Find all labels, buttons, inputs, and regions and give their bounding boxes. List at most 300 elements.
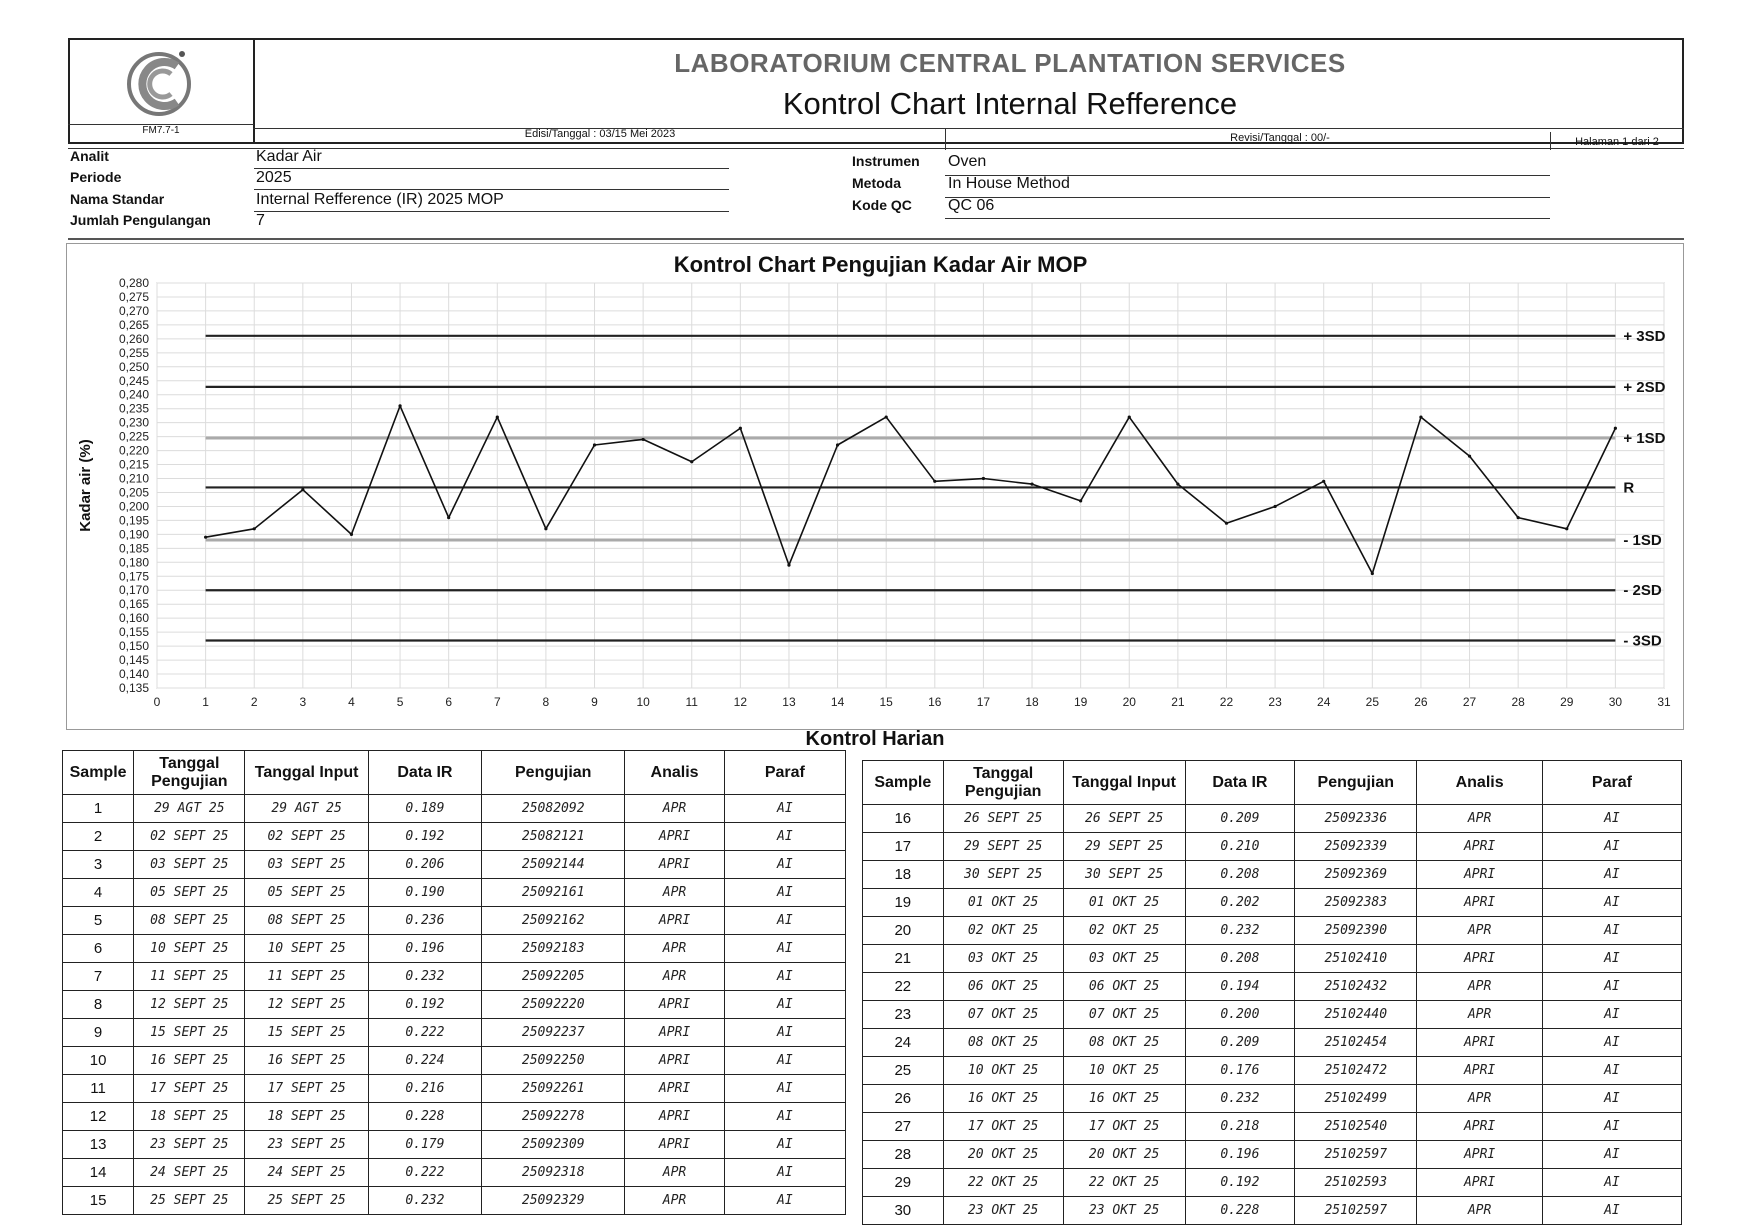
x-tick-label: 1 — [202, 695, 209, 709]
cell-pengujian: 25102597 — [1295, 1197, 1417, 1225]
col-tanggal-pengujian: Tanggal Pengujian — [134, 751, 245, 795]
cell-analis: APRI — [625, 1019, 724, 1047]
cell-analis: APRI — [625, 991, 724, 1019]
cell-tanggal-pengujian: 16 OKT 25 — [943, 1085, 1063, 1113]
cell-pengujian: 25092161 — [482, 879, 625, 907]
cell-pengujian: 25082092 — [482, 795, 625, 823]
cell-tanggal-input: 20 OKT 25 — [1063, 1141, 1185, 1169]
cell-analis: APRI — [625, 1131, 724, 1159]
instrumen-value: Oven — [948, 153, 987, 170]
table-row — [863, 1169, 1682, 1197]
cell-pengujian: 25092144 — [482, 851, 625, 879]
cell-tanggal-pengujian: 02 SEPT 25 — [134, 823, 245, 851]
cell-tanggal-input: 08 SEPT 25 — [245, 907, 368, 935]
cell-tanggal-input: 05 SEPT 25 — [245, 879, 368, 907]
cell-pengujian: 25102597 — [1295, 1141, 1417, 1169]
cell-pengujian: 25092162 — [482, 907, 625, 935]
x-tick-label: 31 — [1657, 695, 1671, 709]
y-axis-label: Kadar air (%) — [77, 439, 94, 532]
cell-analis: APR — [1417, 1197, 1543, 1225]
cell-tanggal-pengujian: 30 SEPT 25 — [943, 861, 1063, 889]
data-point — [253, 527, 256, 530]
cell-pengujian: 25092250 — [482, 1047, 625, 1075]
data-point — [398, 404, 401, 407]
table-row — [63, 851, 846, 879]
y-tick-label: 0,155 — [118, 625, 149, 640]
cell-paraf: AI — [1542, 1001, 1681, 1029]
revision-date: Revisi/Tanggal : 00/- — [1230, 132, 1330, 144]
cell-data-ir: 0.218 — [1185, 1113, 1295, 1141]
cell-paraf: AI — [1542, 917, 1681, 945]
x-tick-label: 20 — [1122, 695, 1136, 709]
cell-tanggal-input: 24 SEPT 25 — [245, 1159, 368, 1187]
cell-data-ir: 0.208 — [1185, 945, 1295, 973]
cell-paraf: AI — [724, 1103, 845, 1131]
y-tick-label: 0,165 — [118, 597, 149, 612]
y-tick-label: 0,180 — [118, 555, 149, 570]
jumlah-label: Jumlah Pengulangan — [70, 212, 211, 228]
x-tick-label: 29 — [1560, 695, 1574, 709]
data-point — [496, 415, 499, 418]
cell-tanggal-pengujian: 15 SEPT 25 — [134, 1019, 245, 1047]
cell-data-ir: 0.210 — [1185, 833, 1295, 861]
y-tick-label: 0,160 — [118, 611, 149, 626]
cell-tanggal-input: 07 OKT 25 — [1063, 1001, 1185, 1029]
data-point — [301, 488, 304, 491]
control-line-label: - 2SD — [1623, 582, 1662, 600]
cell-sample: 30 — [863, 1197, 944, 1225]
data-point — [787, 564, 790, 567]
cell-data-ir: 0.196 — [368, 935, 481, 963]
cell-sample: 9 — [63, 1019, 134, 1047]
cell-paraf: AI — [724, 823, 845, 851]
y-tick-label: 0,280 — [118, 276, 149, 290]
cell-data-ir: 0.228 — [368, 1103, 481, 1131]
y-tick-label: 0,185 — [118, 541, 149, 556]
cell-tanggal-input: 01 OKT 25 — [1063, 889, 1185, 917]
data-point — [204, 536, 207, 539]
analit-label: Analit — [70, 148, 109, 164]
cell-tanggal-input: 02 OKT 25 — [1063, 917, 1185, 945]
cell-analis: APRI — [1417, 945, 1543, 973]
cell-analis: APR — [625, 795, 724, 823]
cell-data-ir: 0.222 — [368, 1159, 481, 1187]
table-row — [63, 1019, 846, 1047]
cell-tanggal-pengujian: 23 SEPT 25 — [134, 1131, 245, 1159]
cell-pengujian: 25102540 — [1295, 1113, 1417, 1141]
col-tanggal-input: Tanggal Input — [245, 751, 368, 795]
cell-pengujian: 25092329 — [482, 1187, 625, 1215]
y-tick-label: 0,225 — [118, 429, 149, 444]
y-tick-label: 0,175 — [118, 569, 149, 584]
cell-sample: 5 — [63, 907, 134, 935]
y-tick-label: 0,270 — [118, 303, 149, 318]
data-point — [1128, 415, 1131, 418]
cell-paraf: AI — [1542, 861, 1681, 889]
kontrol-harian-title: Kontrol Harian — [805, 728, 945, 750]
x-tick-label: 18 — [1025, 695, 1039, 709]
cell-tanggal-input: 30 SEPT 25 — [1063, 861, 1185, 889]
table-row — [863, 861, 1682, 889]
x-tick-label: 11 — [685, 695, 698, 709]
cell-pengujian: 25092390 — [1295, 917, 1417, 945]
cell-paraf: AI — [1542, 1057, 1681, 1085]
cell-pengujian: 25102454 — [1295, 1029, 1417, 1057]
table-row — [863, 889, 1682, 917]
table-row — [863, 973, 1682, 1001]
cell-sample: 13 — [63, 1131, 134, 1159]
y-tick-label: 0,220 — [118, 443, 149, 458]
cell-tanggal-pengujian: 17 SEPT 25 — [134, 1075, 245, 1103]
data-point — [1371, 572, 1374, 575]
data-point — [933, 480, 936, 483]
cell-paraf: AI — [724, 1019, 845, 1047]
x-tick-label: 8 — [542, 695, 550, 709]
cell-sample: 15 — [63, 1187, 134, 1215]
cell-pengujian: 25102593 — [1295, 1169, 1417, 1197]
col-paraf: Paraf — [1542, 761, 1681, 805]
cell-data-ir: 0.192 — [368, 991, 481, 1019]
cell-tanggal-pengujian: 03 SEPT 25 — [134, 851, 245, 879]
cell-tanggal-pengujian: 10 SEPT 25 — [134, 935, 245, 963]
y-tick-label: 0,255 — [118, 345, 149, 360]
cell-tanggal-pengujian: 22 OKT 25 — [943, 1169, 1063, 1197]
cell-tanggal-input: 18 SEPT 25 — [245, 1103, 368, 1131]
cell-sample: 12 — [63, 1103, 134, 1131]
cell-pengujian: 25092278 — [482, 1103, 625, 1131]
cell-analis: APR — [1417, 805, 1543, 833]
cell-tanggal-pengujian: 08 OKT 25 — [943, 1029, 1063, 1057]
cell-sample: 14 — [63, 1159, 134, 1187]
cell-sample: 26 — [863, 1085, 944, 1113]
y-tick-label: 0,145 — [118, 653, 149, 668]
cell-tanggal-pengujian: 16 SEPT 25 — [134, 1047, 245, 1075]
x-tick-label: 2 — [250, 695, 258, 709]
y-tick-label: 0,250 — [118, 359, 149, 374]
x-tick-label: 12 — [733, 695, 748, 709]
col-tanggal-pengujian: Tanggal Pengujian — [943, 761, 1063, 805]
cell-pengujian: 25092205 — [482, 963, 625, 991]
cell-pengujian: 25092220 — [482, 991, 625, 1019]
metoda-label: Metoda — [852, 175, 901, 191]
control-line-label: + 1SD — [1623, 430, 1666, 448]
y-tick-label: 0,265 — [118, 317, 149, 332]
data-point — [1176, 483, 1179, 486]
cell-tanggal-input: 12 SEPT 25 — [245, 991, 368, 1019]
cell-data-ir: 0.228 — [1185, 1197, 1295, 1225]
x-tick-label: 10 — [636, 695, 650, 709]
cell-analis: APR — [625, 1187, 724, 1215]
cell-tanggal-pengujian: 29 AGT 25 — [134, 795, 245, 823]
data-point — [350, 533, 353, 536]
cell-analis: APRI — [625, 851, 724, 879]
cell-paraf: AI — [724, 1047, 845, 1075]
cell-tanggal-pengujian: 20 OKT 25 — [943, 1141, 1063, 1169]
table-row — [863, 1029, 1682, 1057]
nama-standar-label: Nama Standar — [70, 191, 165, 207]
cell-data-ir: 0.176 — [1185, 1057, 1295, 1085]
cell-paraf: AI — [1542, 1085, 1681, 1113]
y-tick-label: 0,260 — [118, 331, 149, 346]
cell-sample: 19 — [863, 889, 944, 917]
control-line-label: - 1SD — [1623, 531, 1662, 549]
cell-tanggal-input: 26 SEPT 25 — [1063, 805, 1185, 833]
cell-pengujian: 25102499 — [1295, 1085, 1417, 1113]
cell-tanggal-pengujian: 05 SEPT 25 — [134, 879, 245, 907]
x-tick-label: 6 — [445, 695, 453, 709]
data-point — [1273, 505, 1276, 508]
data-point — [1517, 516, 1520, 519]
y-tick-label: 0,245 — [118, 373, 149, 388]
cell-tanggal-pengujian: 01 OKT 25 — [943, 889, 1063, 917]
cell-paraf: AI — [1542, 1197, 1681, 1225]
cell-data-ir: 0.232 — [1185, 1085, 1295, 1113]
table-row — [63, 879, 846, 907]
x-tick-label: 22 — [1219, 695, 1234, 709]
x-tick-label: 21 — [1171, 695, 1185, 709]
cell-paraf: AI — [724, 851, 845, 879]
table-row — [63, 1047, 846, 1075]
instrumen-label: Instrumen — [852, 153, 920, 169]
cell-analis: APRI — [1417, 1113, 1543, 1141]
cell-data-ir: 0.190 — [368, 879, 481, 907]
x-tick-label: 17 — [976, 695, 991, 709]
col-sample: Sample — [63, 751, 134, 795]
cell-tanggal-input: 15 SEPT 25 — [245, 1019, 368, 1047]
cell-data-ir: 0.216 — [368, 1075, 481, 1103]
cell-data-ir: 0.192 — [1185, 1169, 1295, 1197]
cell-analis: APRI — [1417, 1057, 1543, 1085]
cell-tanggal-input: 17 SEPT 25 — [245, 1075, 368, 1103]
cell-pengujian: 25092318 — [482, 1159, 625, 1187]
y-tick-label: 0,205 — [118, 485, 149, 500]
cell-paraf: AI — [724, 991, 845, 1019]
cell-sample: 10 — [63, 1047, 134, 1075]
cell-tanggal-input: 16 SEPT 25 — [245, 1047, 368, 1075]
edition-date: Edisi/Tanggal : 03/15 Mei 2023 — [524, 128, 676, 140]
cell-data-ir: 0.196 — [1185, 1141, 1295, 1169]
y-tick-label: 0,190 — [118, 527, 149, 542]
table-row — [63, 1187, 846, 1215]
cell-analis: APR — [1417, 1085, 1543, 1113]
cell-analis: APRI — [1417, 1169, 1543, 1197]
cell-analis: APRI — [1417, 889, 1543, 917]
cell-paraf: AI — [724, 907, 845, 935]
cell-tanggal-input: 29 SEPT 25 — [1063, 833, 1185, 861]
data-point — [544, 527, 547, 530]
data-point — [1322, 480, 1325, 483]
data-point — [593, 443, 596, 446]
cell-sample: 17 — [863, 833, 944, 861]
cell-tanggal-input: 02 SEPT 25 — [245, 823, 368, 851]
cell-analis: APR — [625, 1159, 724, 1187]
cell-data-ir: 0.189 — [368, 795, 481, 823]
cell-analis: APR — [1417, 1001, 1543, 1029]
data-point — [836, 443, 839, 446]
cell-data-ir: 0.222 — [368, 1019, 481, 1047]
table-row — [863, 917, 1682, 945]
col-data-ir: Data IR — [1185, 761, 1295, 805]
cell-paraf: AI — [724, 935, 845, 963]
y-tick-label: 0,230 — [118, 415, 149, 430]
cell-data-ir: 0.200 — [1185, 1001, 1295, 1029]
daily-control-table-right — [862, 760, 1682, 1225]
x-tick-label: 23 — [1268, 695, 1282, 709]
cell-tanggal-pengujian: 29 SEPT 25 — [943, 833, 1063, 861]
cell-paraf: AI — [724, 1159, 845, 1187]
cell-pengujian: 25092183 — [482, 935, 625, 963]
data-point — [690, 460, 693, 463]
cell-tanggal-pengujian: 23 OKT 25 — [943, 1197, 1063, 1225]
cell-tanggal-input: 25 SEPT 25 — [245, 1187, 368, 1215]
col-tanggal-input: Tanggal Input — [1063, 761, 1185, 805]
x-tick-label: 19 — [1073, 695, 1088, 709]
col-analis: Analis — [625, 751, 724, 795]
cell-tanggal-pengujian: 26 SEPT 25 — [943, 805, 1063, 833]
cell-sample: 8 — [63, 991, 134, 1019]
x-tick-label: 0 — [153, 695, 161, 709]
cell-sample: 27 — [863, 1113, 944, 1141]
cell-pengujian: 25092336 — [1295, 805, 1417, 833]
control-line-label: - 3SD — [1623, 632, 1662, 650]
cell-pengujian: 25102472 — [1295, 1057, 1417, 1085]
cell-tanggal-input: 17 OKT 25 — [1063, 1113, 1185, 1141]
table-row — [63, 963, 846, 991]
col-paraf: Paraf — [724, 751, 845, 795]
y-tick-label: 0,140 — [118, 667, 149, 682]
cell-sample: 21 — [863, 945, 944, 973]
cell-paraf: AI — [724, 879, 845, 907]
cell-tanggal-pengujian: 06 OKT 25 — [943, 973, 1063, 1001]
cell-pengujian: 25092309 — [482, 1131, 625, 1159]
y-tick-label: 0,240 — [118, 387, 149, 402]
cell-pengujian: 25092237 — [482, 1019, 625, 1047]
y-tick-label: 0,195 — [118, 513, 149, 528]
nama-standar-value: Internal Refference (IR) 2025 MOP — [256, 191, 504, 208]
cell-tanggal-pengujian: 17 OKT 25 — [943, 1113, 1063, 1141]
chart-title: Kontrol Chart Pengujian Kadar Air MOP — [673, 252, 1088, 277]
cell-data-ir: 0.179 — [368, 1131, 481, 1159]
cell-tanggal-pengujian: 11 SEPT 25 — [134, 963, 245, 991]
cell-analis: APRI — [625, 1047, 724, 1075]
table-row — [863, 833, 1682, 861]
col-sample: Sample — [863, 761, 944, 805]
cell-paraf: AI — [1542, 945, 1681, 973]
x-tick-label: 9 — [591, 695, 598, 709]
control-line-label: + 2SD — [1623, 378, 1666, 396]
plot-area — [157, 283, 1664, 688]
cell-sample: 20 — [863, 917, 944, 945]
x-tick-label: 5 — [396, 695, 404, 709]
cell-paraf: AI — [1542, 1141, 1681, 1169]
y-tick-label: 0,170 — [118, 583, 149, 598]
cell-analis: APR — [1417, 973, 1543, 1001]
cell-sample: 6 — [63, 935, 134, 963]
cell-analis: APRI — [1417, 861, 1543, 889]
cell-data-ir: 0.224 — [368, 1047, 481, 1075]
data-point — [447, 516, 450, 519]
table-row — [63, 907, 846, 935]
cell-sample: 29 — [863, 1169, 944, 1197]
cell-sample: 25 — [863, 1057, 944, 1085]
y-tick-label: 0,235 — [118, 401, 149, 416]
cell-tanggal-pengujian: 18 SEPT 25 — [134, 1103, 245, 1131]
document-title: Kontrol Chart Internal Refference — [782, 86, 1238, 121]
table-row — [63, 1075, 846, 1103]
x-tick-label: 27 — [1462, 695, 1477, 709]
data-point — [642, 438, 645, 441]
data-point — [1419, 415, 1422, 418]
cell-data-ir: 0.192 — [368, 823, 481, 851]
x-tick-label: 4 — [348, 695, 355, 709]
cell-tanggal-input: 10 SEPT 25 — [245, 935, 368, 963]
cell-tanggal-input: 03 OKT 25 — [1063, 945, 1185, 973]
cell-pengujian: 25092339 — [1295, 833, 1417, 861]
cell-tanggal-input: 11 SEPT 25 — [245, 963, 368, 991]
cell-paraf: AI — [724, 1075, 845, 1103]
lab-name: LABORATORIUM CENTRAL PLANTATION SERVICES — [674, 48, 1346, 78]
daily-control-table-left — [62, 750, 846, 1215]
control-line-label: R — [1623, 479, 1635, 497]
y-tick-label: 0,135 — [118, 681, 149, 695]
cell-data-ir: 0.232 — [368, 963, 481, 991]
cell-analis: APR — [1417, 917, 1543, 945]
cell-tanggal-input: 08 OKT 25 — [1063, 1029, 1185, 1057]
analit-value: Kadar Air — [256, 148, 322, 165]
data-point — [1614, 427, 1617, 430]
cell-data-ir: 0.206 — [368, 851, 481, 879]
cell-sample: 7 — [63, 963, 134, 991]
table-row — [63, 1131, 846, 1159]
table-row — [863, 1197, 1682, 1225]
jumlah-value: 7 — [256, 212, 265, 229]
table-row — [863, 1113, 1682, 1141]
cell-data-ir: 0.232 — [1185, 917, 1295, 945]
x-tick-label: 14 — [830, 695, 845, 709]
cell-data-ir: 0.209 — [1185, 805, 1295, 833]
data-point — [1079, 499, 1082, 502]
y-tick-label: 0,210 — [118, 471, 149, 486]
cell-paraf: AI — [1542, 973, 1681, 1001]
x-tick-label: 25 — [1365, 695, 1380, 709]
cell-tanggal-pengujian: 25 SEPT 25 — [134, 1187, 245, 1215]
cell-analis: APRI — [625, 1075, 724, 1103]
cell-pengujian: 25082121 — [482, 823, 625, 851]
cell-tanggal-input: 03 SEPT 25 — [245, 851, 368, 879]
data-point — [982, 477, 985, 480]
col-analis: Analis — [1417, 761, 1543, 805]
kode-qc-value: QC 06 — [948, 197, 995, 214]
cell-analis: APRI — [1417, 1141, 1543, 1169]
metoda-value: In House Method — [948, 175, 1070, 192]
cell-sample: 28 — [863, 1141, 944, 1169]
kode-qc-label: Kode QC — [852, 197, 912, 213]
cell-tanggal-input: 29 AGT 25 — [245, 795, 368, 823]
cell-analis: APR — [625, 935, 724, 963]
cell-tanggal-pengujian: 12 SEPT 25 — [134, 991, 245, 1019]
x-tick-label: 3 — [299, 695, 307, 709]
col-pengujian: Pengujian — [482, 751, 625, 795]
table-row — [863, 1001, 1682, 1029]
cell-paraf: AI — [1542, 889, 1681, 917]
x-tick-label: 7 — [493, 695, 501, 709]
x-tick-label: 30 — [1608, 695, 1623, 709]
cell-data-ir: 0.202 — [1185, 889, 1295, 917]
col-pengujian: Pengujian — [1295, 761, 1417, 805]
x-tick-label: 28 — [1511, 695, 1525, 709]
cell-paraf: AI — [724, 795, 845, 823]
x-tick-label: 24 — [1317, 695, 1331, 709]
